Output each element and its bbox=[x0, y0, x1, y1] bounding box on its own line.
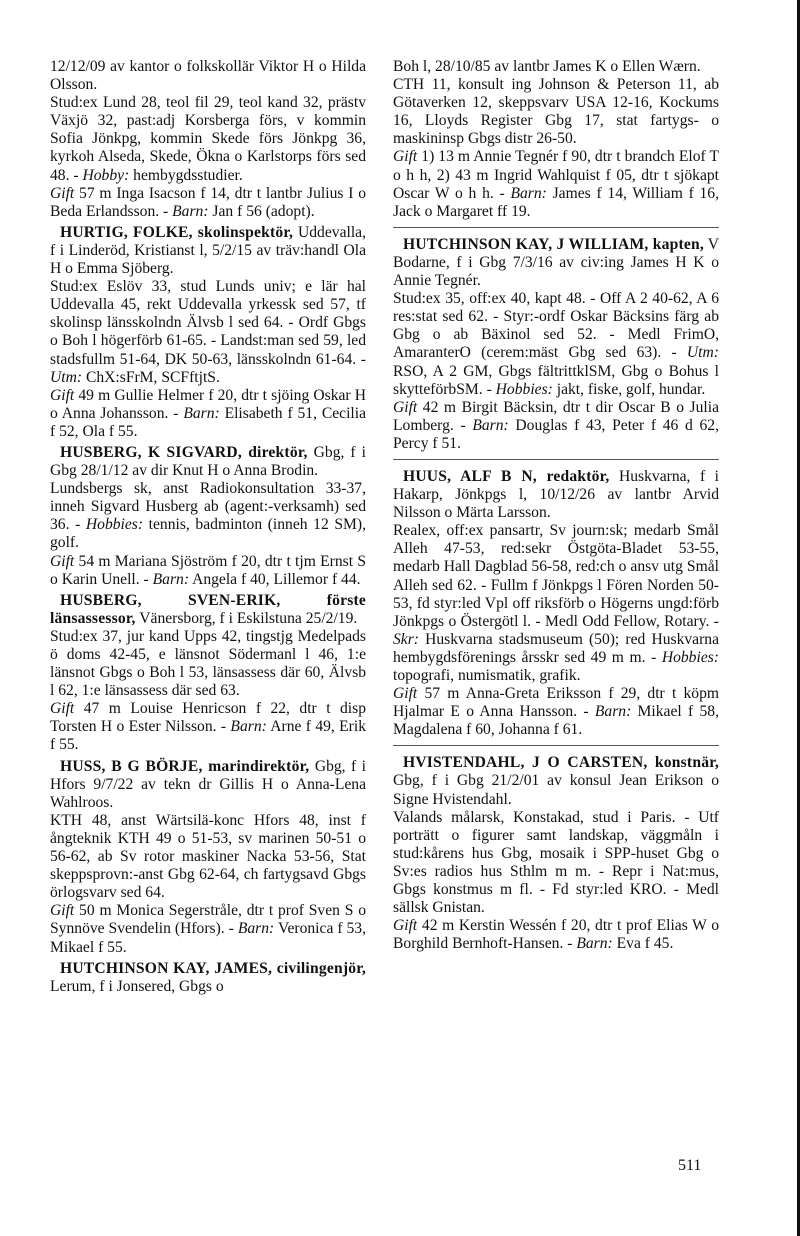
entry-heading: HUSS, B G BÖRJE, marindirektör, Gbg, f i Hfors 9/7/22 av tekn dr Gillis H o Anna-Lena Wahlroos. bbox=[50, 757, 366, 811]
entry-name: HUTCHINSON KAY, J WILLIAM, kapten, bbox=[403, 235, 704, 253]
skr-label: Skr: bbox=[393, 630, 419, 648]
entry-name: HUSBERG, K SIGVARD, direktör, bbox=[60, 443, 308, 461]
entry-hutchinson-james bbox=[50, 960, 366, 996]
entry-name: HUUS, ALF B N, redaktör, bbox=[403, 467, 610, 485]
entry-huus bbox=[393, 468, 719, 739]
gift-label: Gift bbox=[393, 398, 418, 416]
gift-label: Gift bbox=[393, 148, 418, 166]
utm-label: Utm: bbox=[50, 368, 83, 386]
entry-hurtig bbox=[50, 224, 366, 441]
entry-career: Stud:ex Eslöv 33, stud Lunds univ; e lär hal Uddevalla 45, rekt Uddevalla yrkessk sed 57, tf skolinsp länsskolndn Älvsb l sed 64. - Ordf Gbgs o Boh l högerförb 61-65. - Landst:man sed 59, led stadsfullm 51-64, DK 50-63, länsskolndn 61-64. - Utm: ChX:sFrM, SCFftjtS. bbox=[50, 278, 366, 386]
entry-family: Gift 57 m Anna-Greta Eriksson f 29, dtr t köpm Hjalmar E o Anna Hansson. - Barn: Mikael f 58, Magdalena f 60, Johanna f 61. bbox=[393, 685, 719, 739]
entry-family: Gift 57 m Inga Isacson f 14, dtr t lantbr Julius I o Beda Erlandsson. - Barn: Jan f 56 (adopt). bbox=[50, 184, 366, 220]
entry-heading: HUSBERG, SVEN-ERIK, förste länsassessor, Vänersborg, f i Eskilstuna 25/2/19. bbox=[50, 591, 366, 627]
barn-label: Barn: bbox=[183, 404, 220, 422]
entry-heading: HUTCHINSON KAY, J WILLIAM, kapten, V Bodarne, f i Gbg 7/3/16 av civ:ing James H K o Annie Tegnér. bbox=[393, 235, 719, 290]
entry-heading: HUUS, ALF B N, redaktör, Huskvarna, f i Hakarp, Jönkpgs l, 10/12/26 av lantbr Arvid Nilsson o Märta Larsson. bbox=[393, 467, 720, 522]
entry-family: Gift 50 m Monica Segerstråle, dtr t prof Sven S o Synnöve Svendelin (Hfors). - Barn: Veronica f 53, Mikael f 55. bbox=[50, 902, 366, 956]
barn-label: Barn: bbox=[237, 920, 275, 938]
page-number: 511 bbox=[678, 1157, 702, 1174]
section-divider bbox=[393, 227, 719, 228]
hobby-label: Hobby: bbox=[82, 166, 130, 184]
hobby-text: hembygdsstudier. bbox=[129, 166, 243, 184]
entry-family: Gift 1) 13 m Annie Tegnér f 90, dtr t brandch Elof T o h h, 2) 43 m Ingrid Wahlquist f 05, dtr t sjökapt Oscar W o h h. - Barn: James f 14, William f 16, Jack o Margaret ff 19. bbox=[393, 148, 720, 220]
entry-hutchinson-william bbox=[393, 236, 719, 453]
entry-hutchinson-james-continued bbox=[393, 58, 719, 221]
barn-label: Barn: bbox=[230, 718, 267, 736]
entry-career: Lundsbergs sk, anst Radiokonsultation 33-37, inneh Sigvard Husberg ab (agent:-verksamh) sed 36. - Hobbies: tennis, badminton (inneh 12 SM), golf. bbox=[50, 480, 366, 552]
entry-career: Stud:ex 37, jur kand Upps 42, tingstjg Medelpads ö doms 42-45, e länsnot Södermanl l 46, 1:e länsnot Gbgs o Boh l 53, länsassess där 60, Älvsb l 62, 1:e länsassess där sed 63. bbox=[50, 627, 366, 700]
gift-label: Gift bbox=[50, 386, 75, 404]
gift-label: Gift bbox=[50, 184, 75, 202]
hobbies-label: Hobbies: bbox=[661, 648, 719, 666]
entry-career: KTH 48, anst Wärtsilä-konc Hfors 48, inst f ångteknik KTH 49 o 51-53, sv marinen 50-51 o 56-62, ab Sv rotor maskiner Nacka 53-56, Stat skeppsprovn:-anst Gbg 62-64, ch fartygsavd Gbgs örlogsvarv sed 64. bbox=[50, 811, 366, 902]
gift-label: Gift bbox=[50, 902, 75, 920]
gift-label: Gift bbox=[50, 552, 75, 570]
entry-husberg-s bbox=[50, 592, 366, 755]
right-column bbox=[393, 58, 719, 956]
barn-label: Barn: bbox=[172, 202, 209, 220]
entry-hvistendahl bbox=[393, 754, 719, 953]
entry-text: Boh l, 28/10/85 av lantbr James K o Ellen Wærn. bbox=[393, 58, 701, 75]
entry-name: HUSBERG, SVEN-ERIK, förste länsassessor, bbox=[50, 591, 366, 627]
entry-husberg-k bbox=[50, 444, 366, 589]
entry-continued bbox=[50, 58, 366, 221]
entry-career: Stud:ex 35, off:ex 40, kapt 48. - Off A 2 40-62, A 6 res:stat sed 62. - Styr:-ordf Oskar Bäcksins färg ab Gbg o ab Bäxinol sed 52. - Medl FrimO, AmaranterO (cerem:mäst Gbg sed 63). - Utm: RSO, A 2 GM, Gbgs fältrittklSM, Gbg o Bohus l skytteförbSM. - Hobbies: jakt, fiske, golf, hundar. bbox=[393, 290, 719, 398]
entry-huss bbox=[50, 758, 366, 957]
barn-label: Barn: bbox=[594, 703, 632, 721]
entry-name: HUSS, B G BÖRJE, marindirektör, bbox=[60, 757, 310, 775]
barn-label: Barn: bbox=[472, 416, 509, 434]
barn-label: Barn: bbox=[576, 935, 613, 953]
entry-heading: HURTIG, FOLKE, skolinspektör, Uddevalla, f i Linderöd, Kristianst l, 5/2/15 av träv:handl Ola H o Emma Sjöberg. bbox=[50, 223, 366, 278]
entry-name: HUTCHINSON KAY, JAMES, civilingenjör, bbox=[60, 959, 366, 977]
barn-label: Barn: bbox=[510, 184, 547, 202]
gift-label: Gift bbox=[393, 917, 418, 935]
section-divider bbox=[393, 745, 719, 746]
entry-name: HURTIG, FOLKE, skolinspektör, bbox=[60, 223, 294, 241]
entry-heading: HUTCHINSON KAY, JAMES, civilingenjör, Lerum, f i Jonsered, Gbgs o bbox=[50, 959, 366, 995]
hobbies-label: Hobbies: bbox=[495, 380, 553, 398]
entry-heading: HVISTENDAHL, J O CARSTEN, konstnär, Gbg, f i Gbg 21/2/01 av konsul Jean Erikson o Signe Hvistendahl. bbox=[393, 754, 719, 808]
utm-label: Utm: bbox=[686, 344, 719, 362]
hobbies-label: Hobbies: bbox=[85, 516, 144, 534]
entry-name: HVISTENDAHL, J O CARSTEN, konstnär, bbox=[403, 754, 719, 772]
section-divider bbox=[393, 459, 719, 460]
entry-family: Gift 47 m Louise Henricson f 22, dtr t disp Torsten H o Ester Nilsson. - Barn: Arne f 49, Erik f 55. bbox=[50, 700, 366, 754]
entry-career: Realex, off:ex pansartr, Sv journ:sk; medarb Smål Alleh 47-53, red:sekr Östgöta-Bladet 53-55, medarb Hall Dagblad 56-58, red:ch o ansv utg Smål Alleh sed 62. - Fullm f Jönkpgs l Fören Norden 50-53, fd styr:led Vpl off riksförb o Högerns ungd:förb Jönkpgs o Östergötl l. - Medl Odd Fellow, Rotary. - Skr: Huskvarna stadsmuseum (50); red Huskvarna hembygdsförenings årsskr sed 49 m m. - Hobbies: topografi, numismatik, grafik. bbox=[393, 522, 719, 684]
entry-family: Gift 42 m Kerstin Wessén f 20, dtr t prof Elias W o Borghild Bernhoft-Hansen. - Barn: Eva f 45. bbox=[393, 917, 719, 953]
entry-family: Gift 42 m Birgit Bäcksin, dtr t dir Oscar B o Julia Lomberg. - Barn: Douglas f 43, Peter f 46 d 62, Percy f 51. bbox=[393, 398, 719, 452]
gift-label: Gift bbox=[393, 685, 418, 703]
entry-career: Stud:ex Lund 28, teol fil 29, teol kand 32, prästv Växjö 32, past:adj Korsberga förs, v kommin Sofia Jönkpg, kommin Skede förs Jönkpg 36, kyrkoh Alseda, Skede, Ökna o Karlstorps förs sed 48. - Hobby: hembygdsstudier. bbox=[50, 94, 366, 184]
entry-family: Gift 49 m Gullie Helmer f 20, dtr t sjöing Oskar H o Anna Johansson. - Barn: Elisabeth f 51, Cecilia f 52, Ola f 55. bbox=[50, 386, 366, 440]
entry-career: CTH 11, konsult ing Johnson & Peterson 11, ab Götaverken 12, skeppsvarv USA 12-16, Kockums 16, Lloyds Register Gbg 17, stat fartygs- o maskininsp Gbgs distr 26-50. bbox=[393, 76, 719, 148]
entry-heading: HUSBERG, K SIGVARD, direktör, Gbg, f i Gbg 28/1/12 av dir Knut H o Anna Brodin. bbox=[50, 443, 366, 480]
entry-career: Valands målarsk, Konstakad, stud i Paris. - Utf porträtt o figurer samt landskap, väggmåln i stud:kårens hus Gbg, mosaik i SPP-huset Gbg o Sv:es radios hus Sthlm m m. - Repr i Nat:mus, Gbgs konstmus m fl. - Fd styr:led KRO. - Medl sällsk Gnistan. bbox=[393, 808, 719, 917]
gift-label: Gift bbox=[50, 700, 75, 718]
entry-text: 12/12/09 av kantor o folkskollär Viktor H o Hilda Olsson. bbox=[50, 58, 366, 94]
left-column bbox=[50, 58, 366, 999]
entry-family: Gift 54 m Mariana Sjöström f 20, dtr t tjm Ernst S o Karin Unell. - Barn: Angela f 40, Lillemor f 44. bbox=[50, 552, 366, 588]
barn-label: Barn: bbox=[152, 570, 190, 588]
